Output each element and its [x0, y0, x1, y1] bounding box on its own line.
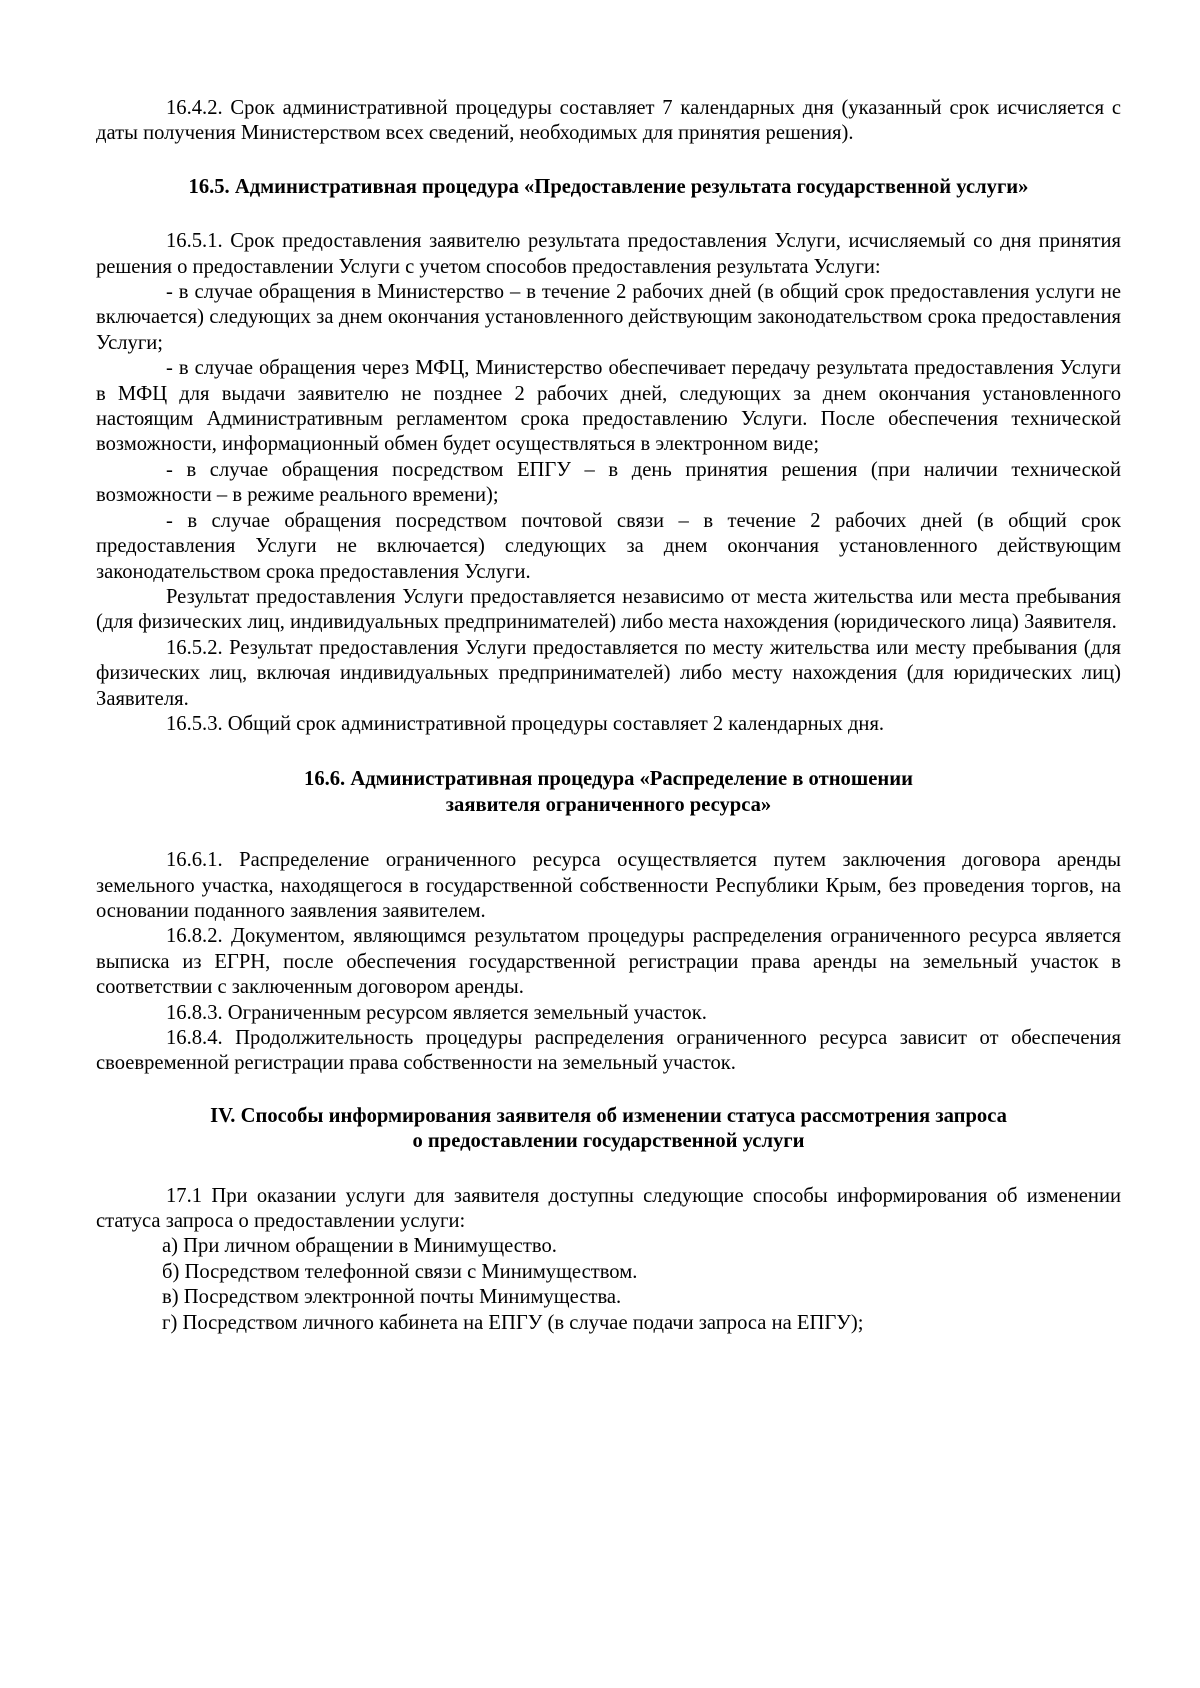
paragraph-16-6-1: 16.6.1. Распределение ограниченного ресурса осуществляется путем заключения договора аренды земельного участка, находящегося в государственной собственности Республики Крым, без проведения торгов, на основании поданного заявления заявителем. [96, 849, 1121, 922]
list-item-17-1-c: в) Посредством электронной почты Минимущества. [162, 1286, 622, 1309]
list-item-17-1-a: а) При личном обращении в Минимущество. [162, 1235, 557, 1258]
paragraph-16-5-1-post: - в случае обращения посредством почтовой связи – в течение 2 рабочих дней (в общий срок предоставления Услуги не включается) следующих за днем окончания установленного действующим законодательством срока предоставления Услуги. [96, 509, 1121, 583]
heading-iv-line-1: IV. Способы информирования заявителя об изменении статуса рассмотрения запроса [210, 1104, 1007, 1127]
heading-iv-line-2: о предоставлении государственной услуги [412, 1130, 805, 1153]
heading-16-6-line-1: 16.6. Административная процедура «Распределение в отношении [304, 768, 913, 791]
paragraph-16-5-3: 16.5.3. Общий срок административной процедуры составляет 2 календарных дня. [166, 712, 885, 735]
paragraph-16-5-1-result: Результат предоставления Услуги предоставляется независимо от места жительства или места пребывания (для физических лиц, индивидуальных предпринимателей) либо места нахождения (юридического лица) Заявителя. [96, 585, 1121, 634]
paragraph-16-5-2: 16.5.2. Результат предоставления Услуги предоставляется по месту жительства или месту пребывания (для физических лиц, включая индивидуальных предпринимателей) либо месту нахождения (для юридических лиц) Заявителя. [96, 636, 1121, 710]
paragraph-16-5-1-ministry: - в случае обращения в Министерство – в течение 2 рабочих дней (в общий срок предоставления услуги не включается) следующих за днем окончания установленного действующим законодательством срока предоставления Услуги; [96, 281, 1121, 354]
paragraph-16-5-1-epgu: - в случае обращения посредством ЕПГУ – в день принятия решения (при наличии технической возможности – в режиме реального времени); [96, 458, 1121, 507]
paragraph-16-8-2: 16.8.2. Документом, являющимся результатом процедуры распределения ограниченного ресурса является выписка из ЕГРН, после обеспечения государственной регистрации права аренды на земельный участок в соответствии с заключенным договором аренды. [96, 925, 1121, 999]
document-page [96, 96, 1121, 1336]
list-item-17-1-b: б) Посредством телефонной связи с Минимуществом. [162, 1260, 638, 1283]
paragraph-17-1: 17.1 При оказании услуги для заявителя доступны следующие способы информирования об изменении статуса запроса о предоставлении услуги: [96, 1184, 1121, 1233]
heading-16-6-line-2: заявителя ограниченного ресурса» [445, 793, 772, 816]
paragraph-16-8-3: 16.8.3. Ограниченным ресурсом является земельный участок. [166, 1001, 707, 1024]
paragraph-16-8-4: 16.8.4. Продолжительность процедуры распределения ограниченного ресурса зависит от обеспечения своевременной регистрации права собственности на земельный участок. [96, 1027, 1121, 1075]
paragraph-16-5-1: 16.5.1. Срок предоставления заявителю результата предоставления Услуги, исчисляемый со дня принятия решения о предоставлении Услуги с учетом способов предоставления результата Услуги: [96, 230, 1121, 278]
heading-16-5: 16.5. Административная процедура «Предоставление результата государственной услуги» [188, 175, 1029, 198]
paragraph-16-5-1-mfc: - в случае обращения через МФЦ, Министерство обеспечивает передачу результата предоставления Услуги в МФЦ для выдачи заявителю не позднее 2 рабочих дней, следующих за днем окончания установленного настоящим Административным регламентом срока предоставлению Услуги. После обеспечения технической возможности, информационный обмен будет осуществляться в электронном виде; [96, 357, 1121, 456]
paragraph-16-4-2: 16.4.2. Срок административной процедуры составляет 7 календарных дня (указанный срок исчисляется с даты получения Министерством всех сведений, необходимых для принятия решения). [96, 97, 1121, 145]
list-item-17-1-d: г) Посредством личного кабинета на ЕПГУ (в случае подачи запроса на ЕПГУ); [162, 1311, 864, 1334]
